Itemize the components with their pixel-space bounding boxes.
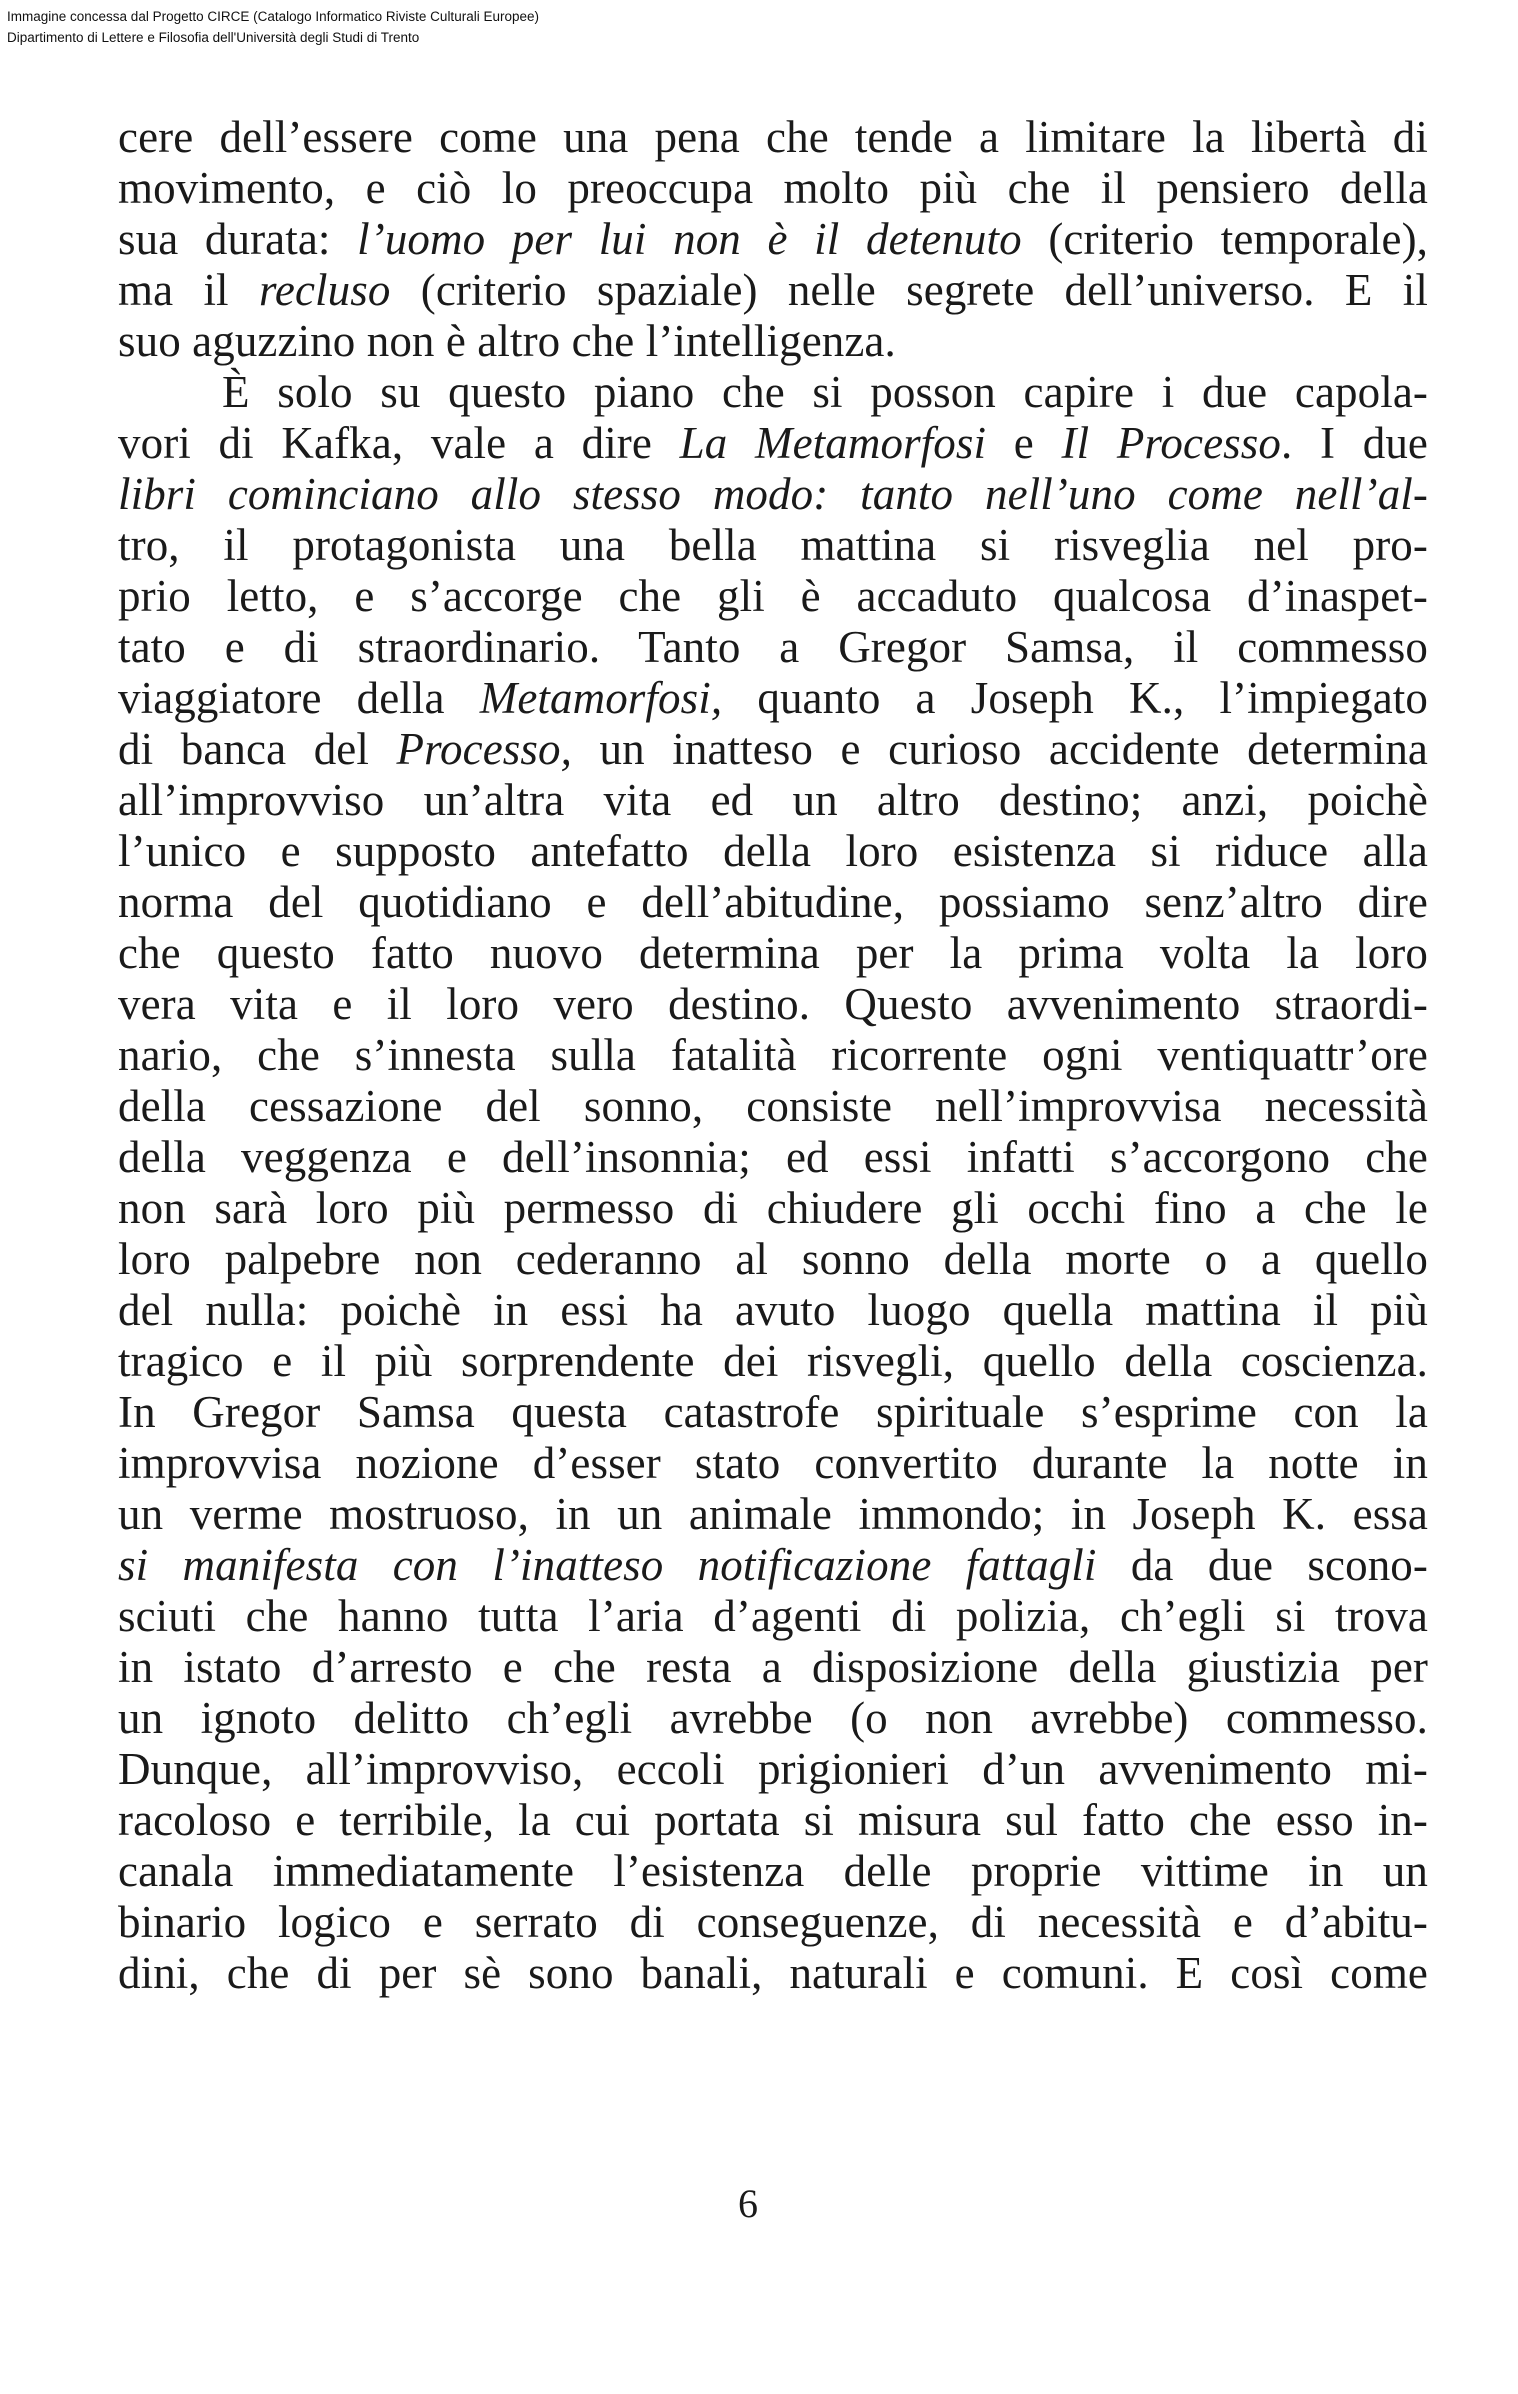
text-line bbox=[118, 1234, 1428, 1285]
text-segment: da due scono- bbox=[1096, 1540, 1428, 1590]
text-line bbox=[118, 1030, 1428, 1081]
italic-text-segment: libri cominciano allo stesso modo: tanto nell’uno come nell’al- bbox=[118, 469, 1428, 519]
text-segment: in istato d’arresto e che resta a disposizione della giustizia per bbox=[118, 1642, 1428, 1692]
text-segment: suo aguzzino non è altro che l’intelligenza. bbox=[118, 316, 896, 366]
text-line bbox=[118, 1744, 1428, 1795]
text-line bbox=[118, 928, 1428, 979]
text-segment: ma il bbox=[118, 265, 259, 315]
text-segment: all’improvviso un’altra vita ed un altro destino; anzi, poichè bbox=[118, 775, 1428, 825]
text-segment: di banca del bbox=[118, 724, 397, 774]
page-body-text bbox=[118, 112, 1428, 1999]
text-line bbox=[118, 1948, 1428, 1999]
text-segment: Dunque, all’improvviso, eccoli prigionieri d’un avvenimento mi- bbox=[118, 1744, 1428, 1794]
text-line bbox=[118, 877, 1428, 928]
italic-text-segment: Il Processo bbox=[1061, 418, 1281, 468]
text-segment: e bbox=[986, 418, 1062, 468]
text-line bbox=[118, 1693, 1428, 1744]
text-line bbox=[118, 1132, 1428, 1183]
text-line bbox=[118, 1285, 1428, 1336]
text-segment: binario logico e serrato di conseguenze, di necessità e d’abitu- bbox=[118, 1897, 1428, 1947]
text-segment: È solo su questo piano che si posson capire i due capola- bbox=[222, 367, 1428, 417]
text-line bbox=[118, 1438, 1428, 1489]
text-segment: un ignoto delitto ch’egli avrebbe (o non avrebbe) commesso. bbox=[118, 1693, 1428, 1743]
text-line bbox=[118, 112, 1428, 163]
text-segment: l’unico e supposto antefatto della loro esistenza si riduce alla bbox=[118, 826, 1428, 876]
text-line bbox=[118, 979, 1428, 1030]
text-line bbox=[118, 1387, 1428, 1438]
text-segment: vori di Kafka, vale a dire bbox=[118, 418, 680, 468]
italic-text-segment: La Metamorfosi bbox=[679, 418, 987, 468]
text-line bbox=[118, 214, 1428, 265]
text-segment: del nulla: poichè in essi ha avuto luogo quella mattina il più bbox=[118, 1285, 1428, 1335]
text-segment: . I due bbox=[1280, 418, 1428, 468]
text-line bbox=[118, 1897, 1428, 1948]
text-segment: viaggiatore della bbox=[118, 673, 480, 723]
text-line bbox=[118, 469, 1428, 520]
text-line bbox=[118, 163, 1428, 214]
text-segment: (criterio temporale), bbox=[1021, 214, 1428, 264]
text-line bbox=[118, 1489, 1428, 1540]
text-segment: della cessazione del sonno, consiste nell’improvvisa necessità bbox=[118, 1081, 1428, 1131]
archive-credit-line-1: Immagine concessa dal Progetto CIRCE (Catalogo Informatico Riviste Culturali Europee) bbox=[7, 9, 539, 24]
italic-text-segment: Metamorfosi, bbox=[479, 673, 723, 723]
text-segment: loro palpebre non cederanno al sonno della morte o a quello bbox=[118, 1234, 1428, 1284]
text-line bbox=[118, 724, 1428, 775]
text-line bbox=[118, 316, 1428, 367]
text-line bbox=[118, 1591, 1428, 1642]
text-line bbox=[118, 673, 1428, 724]
text-line bbox=[118, 1081, 1428, 1132]
page-number: 6 bbox=[738, 2181, 758, 2226]
italic-text-segment: recluso bbox=[258, 265, 391, 315]
text-line bbox=[118, 1642, 1428, 1693]
text-segment: nario, che s’innesta sulla fatalità ricorrente ogni ventiquattr’ore bbox=[118, 1030, 1428, 1080]
text-line bbox=[118, 571, 1428, 622]
text-segment: tato e di straordinario. Tanto a Gregor Samsa, il commesso bbox=[118, 622, 1428, 672]
text-segment: canala immediatamente l’esistenza delle proprie vittime in un bbox=[118, 1846, 1428, 1896]
text-segment: cere dell’essere come una pena che tende a limitare la libertà di bbox=[118, 112, 1428, 162]
text-segment: racoloso e terribile, la cui portata si misura sul fatto che esso in- bbox=[118, 1795, 1428, 1845]
text-segment: vera vita e il loro vero destino. Questo avvenimento straordi- bbox=[118, 979, 1428, 1029]
text-segment: un inatteso e curioso accidente determina bbox=[571, 724, 1428, 774]
text-line bbox=[118, 418, 1428, 469]
text-segment: norma del quotidiano e dell’abitudine, possiamo senz’altro dire bbox=[118, 877, 1428, 927]
text-segment: (criterio spaziale) nelle segrete dell’universo. E il bbox=[390, 265, 1428, 315]
text-line bbox=[118, 1336, 1428, 1387]
text-segment: In Gregor Samsa questa catastrofe spirituale s’esprime con la bbox=[118, 1387, 1428, 1437]
text-line bbox=[118, 265, 1428, 316]
text-segment: sua durata: bbox=[118, 214, 358, 264]
archive-credit-header bbox=[7, 6, 539, 48]
text-line bbox=[118, 520, 1428, 571]
text-segment: prio letto, e s’accorge che gli è accaduto qualcosa d’inaspet- bbox=[118, 571, 1428, 621]
text-segment: improvvisa nozione d’esser stato convertito durante la notte in bbox=[118, 1438, 1428, 1488]
text-segment: tragico e il più sorprendente dei risvegli, quello della coscienza. bbox=[118, 1336, 1428, 1386]
italic-text-segment: l’uomo per lui non è il bbox=[357, 214, 866, 264]
text-segment: dini, che di per sè sono banali, naturali e comuni. E così come bbox=[118, 1948, 1428, 1998]
italic-text-segment: si manifesta con l’inatteso notificazione fattagli bbox=[118, 1540, 1097, 1590]
text-line bbox=[118, 1183, 1428, 1234]
italic-text-segment: detenuto bbox=[865, 214, 1022, 264]
text-line bbox=[118, 622, 1428, 673]
text-line bbox=[118, 367, 1428, 418]
text-line bbox=[118, 1540, 1428, 1591]
text-segment: non sarà loro più permesso di chiudere gli occhi fino a che le bbox=[118, 1183, 1428, 1233]
text-line bbox=[118, 775, 1428, 826]
text-segment: sciuti che hanno tutta l’aria d’agenti di polizia, ch’egli si trova bbox=[118, 1591, 1428, 1641]
text-segment: un verme mostruoso, in un animale immondo; in Joseph K. essa bbox=[118, 1489, 1428, 1539]
text-line bbox=[118, 1795, 1428, 1846]
italic-text-segment: Processo, bbox=[396, 724, 572, 774]
text-segment: quanto a Joseph K., l’impiegato bbox=[722, 673, 1428, 723]
text-segment: movimento, e ciò lo preoccupa molto più che il pensiero della bbox=[118, 163, 1428, 213]
text-segment: tro, il protagonista una bella mattina si risveglia nel pro- bbox=[118, 520, 1428, 570]
text-line bbox=[118, 1846, 1428, 1897]
archive-credit-line-2: Dipartimento di Lettere e Filosofia dell'Università degli Studi di Trento bbox=[7, 30, 420, 45]
text-segment: della veggenza e dell’insonnia; ed essi infatti s’accorgono che bbox=[118, 1132, 1428, 1182]
text-line bbox=[118, 826, 1428, 877]
text-segment: che questo fatto nuovo determina per la prima volta la loro bbox=[118, 928, 1428, 978]
